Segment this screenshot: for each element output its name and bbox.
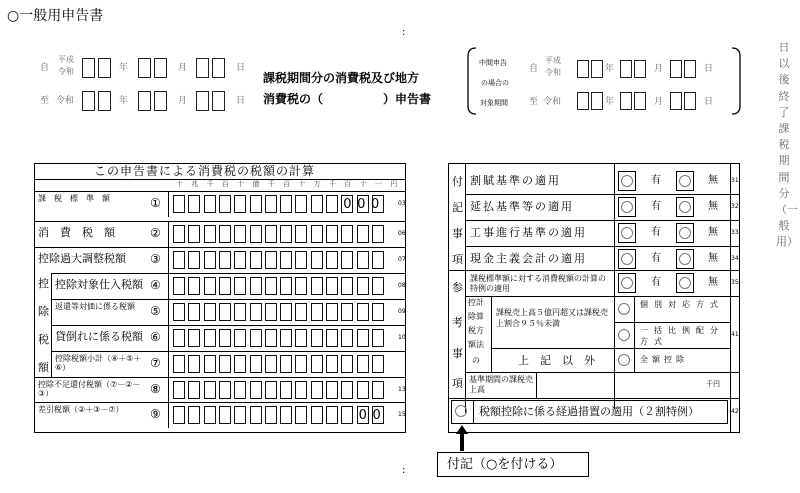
to-year-digit-1[interactable] — [82, 91, 95, 111]
interim-year: 年 — [605, 64, 615, 74]
calc-row-number: ① — [150, 196, 161, 210]
sanko-1: 参 — [452, 281, 463, 294]
up-arrow-icon — [455, 423, 469, 453]
digit-box[interactable] — [341, 277, 353, 295]
method-label-5: の — [472, 356, 480, 365]
calc-row-label: 控除不足還付税額（⑦－②－③） — [38, 380, 141, 398]
digit-box[interactable] — [188, 355, 200, 373]
interim-to-month-2[interactable] — [634, 92, 646, 110]
digit-box[interactable] — [311, 329, 323, 347]
row-code: 10 — [398, 334, 406, 341]
method-label-2: 除算 — [468, 312, 484, 321]
digit-box[interactable] — [250, 277, 262, 295]
prefilled-digits: 00 — [358, 408, 387, 423]
digit-box[interactable] — [234, 277, 246, 295]
digit-box[interactable] — [234, 225, 246, 243]
digit-box[interactable] — [326, 355, 338, 373]
interim-reiwa-to: 令和 — [543, 97, 562, 107]
digit-box[interactable] — [265, 329, 277, 347]
checkbox-yes[interactable] — [618, 273, 636, 293]
circle-mark-icon — [679, 227, 691, 239]
interim-day: 日 — [704, 64, 714, 74]
calc-row-number: ④ — [150, 278, 161, 292]
from-month-digit-1[interactable] — [138, 58, 151, 78]
option-no-label: 無 — [708, 175, 718, 186]
digit-box[interactable] — [219, 251, 231, 269]
digit-box[interactable] — [280, 251, 292, 269]
digit-box[interactable] — [280, 329, 292, 347]
checkbox-yes[interactable] — [618, 223, 636, 243]
digit-box[interactable] — [357, 303, 369, 321]
digit-box[interactable] — [326, 225, 338, 243]
digit-box[interactable] — [311, 195, 323, 213]
digit-box[interactable] — [295, 329, 307, 347]
calc-row-label: 貸倒れに係る税額 — [55, 330, 143, 343]
radio-lump-sum[interactable] — [618, 329, 630, 341]
digit-box[interactable] — [173, 406, 185, 424]
fuki-4: 項 — [452, 253, 463, 266]
interim-brackets — [466, 46, 756, 122]
option-no-label: 無 — [708, 227, 718, 238]
interim-to-year-2[interactable] — [591, 92, 603, 110]
fuki-2: 記 — [452, 201, 463, 214]
era-heisei: 平成 — [58, 55, 74, 64]
row-code: 15 — [398, 411, 406, 418]
calc-row-label: 課 税 標 準 額 — [38, 194, 110, 203]
digit-box[interactable] — [326, 381, 338, 399]
unit-label: 十 — [298, 180, 306, 188]
checkbox-no[interactable] — [676, 197, 694, 217]
note-row-label: 現金主義会計の適用 — [470, 252, 587, 265]
unit-label: 百 — [344, 180, 352, 188]
interim-label-3: 対象期間 — [480, 99, 508, 107]
digit-box[interactable] — [234, 195, 246, 213]
digit-box[interactable] — [280, 406, 292, 424]
digit-box[interactable] — [311, 355, 323, 373]
digit-box[interactable] — [357, 277, 369, 295]
digit-box[interactable] — [265, 381, 277, 399]
circle-mark-icon — [621, 227, 633, 239]
digit-box[interactable] — [280, 381, 292, 399]
digit-box[interactable] — [204, 251, 216, 269]
digit-box[interactable] — [219, 303, 231, 321]
digit-box[interactable] — [204, 277, 216, 295]
digit-box[interactable] — [341, 225, 353, 243]
digit-box[interactable] — [250, 195, 262, 213]
option-yes-label: 有 — [651, 201, 661, 212]
digit-box[interactable] — [265, 303, 277, 321]
digit-box[interactable] — [250, 381, 262, 399]
digit-box[interactable] — [204, 355, 216, 373]
digit-box[interactable] — [173, 225, 185, 243]
digit-box[interactable] — [357, 251, 369, 269]
digit-box[interactable] — [372, 355, 384, 373]
digit-box[interactable] — [295, 251, 307, 269]
unit-label: 千 — [329, 180, 336, 188]
option-no-label: 無 — [708, 253, 718, 264]
digit-box[interactable] — [265, 277, 277, 295]
to-month-digit-1[interactable] — [138, 91, 151, 111]
period-from-label: 自 — [40, 63, 50, 73]
method-label-3: 税方 — [468, 326, 484, 335]
digit-box[interactable] — [372, 251, 384, 269]
digit-box[interactable] — [173, 195, 185, 213]
interim-to: 至 — [529, 97, 539, 107]
digit-box[interactable] — [372, 381, 384, 399]
digit-box[interactable] — [265, 251, 277, 269]
to-day-digit-1[interactable] — [196, 91, 209, 111]
from-day-digit-2[interactable] — [212, 58, 225, 78]
checkbox-no[interactable] — [676, 273, 694, 293]
digit-box[interactable] — [341, 329, 353, 347]
digit-box[interactable] — [326, 406, 338, 424]
calc-row-number: ⑦ — [150, 356, 161, 370]
option-yes-label: 有 — [651, 277, 661, 288]
annotation-text: 付記（○を付ける） — [447, 457, 563, 472]
digit-box[interactable] — [219, 225, 231, 243]
form-title-line2: 消費税の（ ）申告書 — [263, 92, 432, 106]
digit-box[interactable] — [295, 406, 307, 424]
method-code: 41 — [731, 331, 739, 338]
digit-box[interactable] — [295, 303, 307, 321]
calc-row-number: ⑨ — [150, 407, 161, 421]
to-year-digit-2[interactable] — [98, 91, 111, 111]
digit-box[interactable] — [188, 277, 200, 295]
digit-box[interactable] — [234, 381, 246, 399]
interim-from-year-2[interactable] — [591, 60, 603, 78]
unit-header — [176, 181, 406, 191]
digit-box[interactable] — [188, 225, 200, 243]
unit-label: 十 — [359, 180, 367, 188]
method-label-1: 控計 — [468, 298, 484, 307]
method-opt-lump-sum: 一括比例配分方式 — [640, 326, 724, 346]
digit-box[interactable] — [173, 277, 185, 295]
digit-box[interactable] — [357, 329, 369, 347]
year-label-to: 年 — [119, 96, 129, 106]
digit-box[interactable] — [372, 303, 384, 321]
circle-mark-icon — [679, 201, 691, 213]
calc-row-label: 消 費 税 額 — [38, 226, 115, 239]
digit-box[interactable] — [326, 329, 338, 347]
note-row-code: 35 — [731, 279, 739, 286]
unit-label: 円 — [390, 180, 398, 188]
base-period-label: 基準期間の課税売上高 — [469, 375, 533, 394]
calc-title: この申告書による消費税の税額の計算 — [94, 164, 316, 178]
calc-row-label: 控除対象仕入税額 — [55, 278, 143, 291]
digit-box[interactable] — [234, 329, 246, 347]
unit-label: 一 — [374, 180, 382, 188]
radio-full-deduction[interactable] — [618, 354, 630, 366]
digit-box[interactable] — [250, 251, 262, 269]
era-reiwa: 令和 — [58, 67, 74, 76]
special-label: 税額控除に係る経過措置の適用（２割特例） — [479, 405, 699, 418]
digit-box[interactable] — [372, 329, 384, 347]
row-code: 07 — [398, 256, 406, 263]
digit-box[interactable] — [250, 225, 262, 243]
fuki-1: 付 — [452, 175, 463, 188]
checkbox-no[interactable] — [676, 249, 694, 269]
calc-row-label: 差引税額（②＋③－⑦） — [38, 405, 124, 414]
digit-box[interactable] — [326, 251, 338, 269]
method-condition: 課税売上高５億円超又は課税売上割合９５％未満 — [496, 308, 608, 328]
method-opt-individual: 個別対応方式 — [640, 300, 724, 309]
digit-box[interactable] — [357, 225, 369, 243]
digit-box[interactable] — [341, 303, 353, 321]
interim-reiwa: 令和 — [545, 68, 561, 77]
era-reiwa-to: 令和 — [56, 96, 75, 106]
row-code: 06 — [398, 230, 406, 237]
interim-label-1: 中間申告 — [479, 59, 507, 67]
to-month-digit-2[interactable] — [154, 91, 167, 111]
digit-box[interactable] — [173, 381, 185, 399]
note-row-code: 34 — [731, 255, 739, 262]
kojo-group-4: 額 — [38, 361, 49, 374]
digit-box[interactable] — [219, 195, 231, 213]
digit-box[interactable] — [204, 406, 216, 424]
calc-row-number: ② — [150, 226, 161, 240]
digit-box[interactable] — [280, 277, 292, 295]
calc-row-number: ③ — [150, 252, 161, 266]
prefilled-digits: 000 — [343, 197, 385, 212]
digit-box[interactable] — [234, 406, 246, 424]
digit-box[interactable] — [219, 406, 231, 424]
digit-box[interactable] — [219, 277, 231, 295]
digit-box[interactable] — [204, 195, 216, 213]
digit-box[interactable] — [311, 251, 323, 269]
kojo-group-1: 控 — [38, 277, 49, 290]
digit-box[interactable] — [280, 225, 292, 243]
colon-top: : — [402, 27, 406, 38]
digit-box[interactable] — [188, 303, 200, 321]
digit-box[interactable] — [265, 225, 277, 243]
row-code: 08 — [398, 282, 406, 289]
digit-box[interactable] — [219, 329, 231, 347]
form-title-line1: 課税期間分の消費税及び地方 — [263, 71, 420, 85]
note-row-code: 31 — [731, 177, 739, 184]
method-opt-full: 全額控除 — [640, 355, 688, 364]
digit-box[interactable] — [265, 195, 277, 213]
from-month-digit-2[interactable] — [154, 58, 167, 78]
digit-box[interactable] — [280, 195, 292, 213]
digit-box[interactable] — [265, 355, 277, 373]
interim-from-day-2[interactable] — [684, 60, 696, 78]
to-day-digit-2[interactable] — [212, 91, 225, 111]
digit-box[interactable] — [295, 277, 307, 295]
unit-label: 百 — [221, 180, 229, 188]
note-row-label: 工事進行基準の適用 — [470, 226, 587, 239]
interim-to-day-1[interactable] — [670, 92, 682, 110]
digit-box[interactable] — [173, 251, 185, 269]
interim-label-2: の場合の — [481, 79, 509, 87]
digit-box[interactable] — [326, 303, 338, 321]
digit-box[interactable] — [295, 225, 307, 243]
digit-box[interactable] — [204, 329, 216, 347]
interim-heisei: 平成 — [545, 56, 561, 65]
period-to-label: 至 — [40, 96, 50, 106]
digit-box[interactable] — [311, 381, 323, 399]
day-label-to: 日 — [236, 96, 246, 106]
kojo-group-2: 除 — [38, 305, 49, 318]
from-year-digit-1[interactable] — [82, 58, 95, 78]
circle-mark-icon — [679, 175, 691, 187]
digit-box[interactable] — [234, 355, 246, 373]
from-day-digit-1[interactable] — [196, 58, 209, 78]
digit-box[interactable] — [234, 303, 246, 321]
unit-label: 百 — [283, 180, 291, 188]
base-unit: 千円 — [706, 380, 720, 388]
circle-mark-icon — [621, 253, 633, 265]
unit-label: 万 — [313, 180, 321, 188]
digit-box[interactable] — [372, 277, 384, 295]
month-label-to: 月 — [178, 96, 188, 106]
unit-label: 千 — [267, 180, 275, 188]
colon-bottom: : — [402, 465, 406, 476]
unit-label: 十 — [176, 180, 183, 188]
digit-box[interactable] — [341, 355, 353, 373]
radio-special-check[interactable] — [455, 405, 467, 417]
digit-box[interactable] — [341, 406, 353, 424]
kojo-group-3: 税 — [38, 333, 49, 346]
digit-box[interactable] — [265, 406, 277, 424]
interim-from-month-1[interactable] — [620, 60, 632, 78]
digit-box[interactable] — [219, 381, 231, 399]
digit-box[interactable] — [219, 355, 231, 373]
row-code: 03 — [398, 200, 406, 207]
option-no-label: 無 — [708, 277, 718, 288]
year-label: 年 — [119, 63, 129, 73]
interim-month: 月 — [654, 64, 664, 74]
calc-row-label: 返還等対価に係る税額 — [55, 302, 135, 311]
row-code: 09 — [398, 308, 406, 315]
fuki-3: 事 — [452, 227, 463, 240]
interim-year-to: 年 — [605, 97, 615, 107]
digit-box[interactable] — [188, 329, 200, 347]
digit-box[interactable] — [204, 303, 216, 321]
digit-box[interactable] — [250, 303, 262, 321]
digit-box[interactable] — [188, 406, 200, 424]
digit-box[interactable] — [280, 355, 292, 373]
digit-box[interactable] — [250, 355, 262, 373]
digit-box[interactable] — [173, 303, 185, 321]
checkbox-no[interactable] — [676, 223, 694, 243]
digit-box[interactable] — [357, 355, 369, 373]
unit-label: 兆 — [191, 180, 199, 188]
sanko-4: 項 — [452, 377, 463, 390]
unit-label: 十 — [237, 180, 245, 188]
note-row-code: 32 — [731, 203, 739, 210]
checkbox-yes[interactable] — [618, 197, 636, 217]
digit-box[interactable] — [188, 381, 200, 399]
interim-from-day-1[interactable] — [670, 60, 682, 78]
digit-box[interactable] — [295, 355, 307, 373]
unit-label: 千 — [206, 180, 214, 188]
note-row-label: 延払基準等の適用 — [470, 200, 574, 213]
digit-box[interactable] — [326, 277, 338, 295]
interim-day-to: 日 — [704, 97, 714, 107]
digit-box[interactable] — [341, 381, 353, 399]
calc-row-number: ⑤ — [150, 304, 161, 318]
special-code: 42 — [731, 408, 739, 415]
circle-mark-icon — [679, 253, 691, 265]
digit-box[interactable] — [250, 329, 262, 347]
interim-to-day-2[interactable] — [684, 92, 696, 110]
sanko-3: 事 — [452, 347, 463, 360]
option-yes-label: 有 — [651, 175, 661, 186]
digit-box[interactable] — [280, 303, 292, 321]
digit-box[interactable] — [311, 225, 323, 243]
digit-box[interactable] — [295, 195, 307, 213]
day-label: 日 — [236, 63, 246, 73]
calc-row-label: 控除税額小計（④＋⑤＋⑥） — [55, 354, 142, 372]
month-label: 月 — [178, 63, 188, 73]
checkbox-yes[interactable] — [618, 249, 636, 269]
interim-from-year-1[interactable] — [577, 60, 589, 78]
interim-to-month-1[interactable] — [620, 92, 632, 110]
note-row-label: 割賦基準の適用 — [470, 174, 561, 187]
digit-box[interactable] — [311, 406, 323, 424]
digit-box[interactable] — [173, 355, 185, 373]
method-label-4: 額法 — [468, 340, 484, 349]
sanko-2: 考 — [452, 316, 463, 329]
digit-box[interactable] — [204, 225, 216, 243]
digit-box[interactable] — [250, 406, 262, 424]
digit-box[interactable] — [311, 303, 323, 321]
deadline-vertical-text: 日以後終了課税期間分（一般用） — [776, 41, 798, 249]
digit-box[interactable] — [357, 381, 369, 399]
calc-row-number: ⑧ — [150, 382, 161, 396]
interim-month-to: 月 — [654, 97, 664, 107]
method-other: 上 記 以 外 — [518, 354, 595, 367]
digit-box[interactable] — [188, 195, 200, 213]
unit-label: 億 — [252, 180, 260, 188]
digit-box[interactable] — [341, 251, 353, 269]
option-no-label: 無 — [708, 201, 718, 212]
note-row-code: 33 — [731, 229, 739, 236]
interim-from: 自 — [529, 64, 539, 74]
circle-mark-icon — [621, 277, 633, 289]
calc-row-label: 控除過大調整税額 — [38, 252, 126, 265]
digit-box[interactable] — [372, 225, 384, 243]
option-yes-label: 有 — [651, 227, 661, 238]
from-year-digit-2[interactable] — [98, 58, 111, 78]
digit-box[interactable] — [188, 251, 200, 269]
interim-to-year-1[interactable] — [577, 92, 589, 110]
circle-mark-icon — [621, 175, 633, 187]
row-code: 13 — [398, 386, 406, 393]
calc-row-number: ⑥ — [150, 330, 161, 344]
option-yes-label: 有 — [651, 253, 661, 264]
checkbox-no[interactable] — [676, 171, 694, 191]
digit-box[interactable] — [326, 195, 338, 213]
digit-box[interactable] — [311, 277, 323, 295]
circle-mark-icon — [621, 201, 633, 213]
checkbox-yes[interactable] — [618, 171, 636, 191]
digit-box[interactable] — [295, 381, 307, 399]
digit-box[interactable] — [173, 329, 185, 347]
radio-individual[interactable] — [618, 303, 630, 315]
form-heading: ○一般用申告書 — [7, 8, 104, 24]
digit-box[interactable] — [234, 251, 246, 269]
interim-from-month-2[interactable] — [634, 60, 646, 78]
circle-mark-icon — [679, 277, 691, 289]
note-row-label: 課税標準額に対する消費税額の計算の特例の適用 — [470, 274, 606, 293]
digit-box[interactable] — [204, 381, 216, 399]
